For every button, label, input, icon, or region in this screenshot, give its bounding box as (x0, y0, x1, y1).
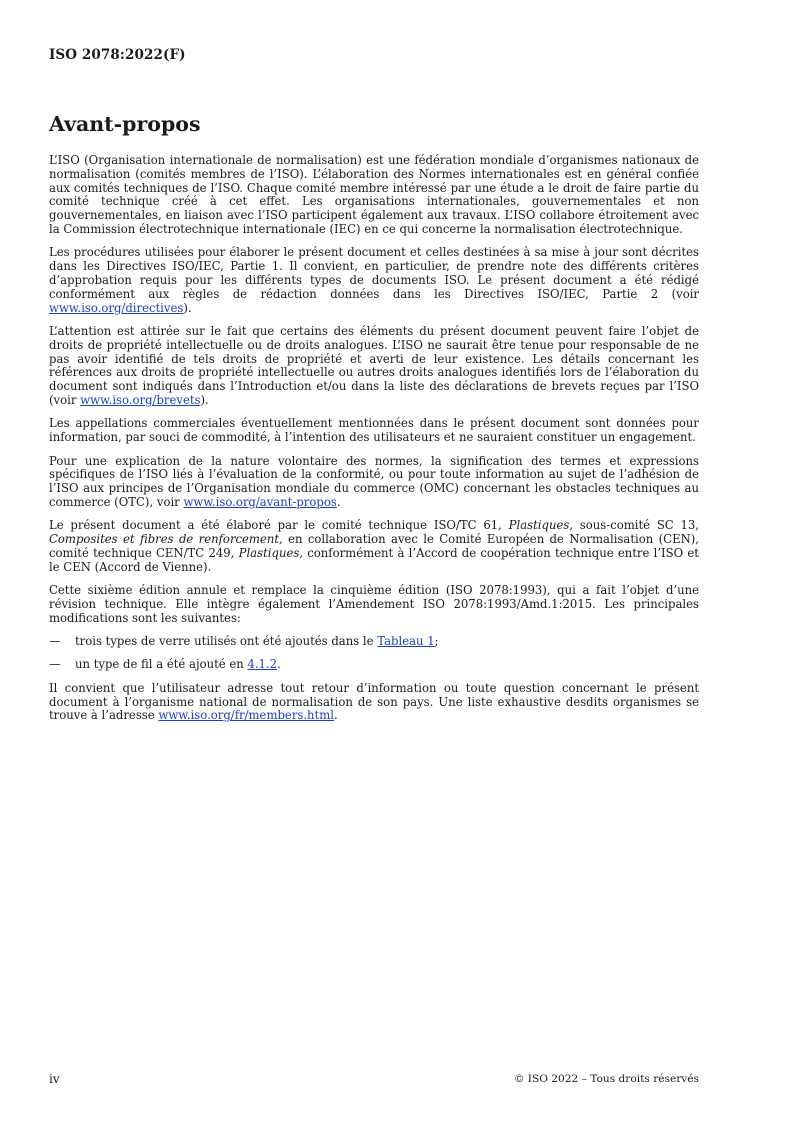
list-item: — un type de fil a été ajouté en 4.1.2. (49, 657, 281, 672)
paragraph-feedback: Il convient que l’utilisateur adresse tout retour d’information ou toute question concernant le présent document à l’organisme national de normalisation de son pays. Une liste exhaustive desdits organismes se trouve à l’adresse www.iso.org/fr/members.html. (49, 680, 699, 723)
directives-link[interactable]: www.iso.org/directives (49, 300, 184, 315)
members-link[interactable]: www.iso.org/fr/members.html (158, 708, 334, 723)
foreword-link[interactable]: www.iso.org/avant-propos (183, 494, 337, 509)
dash-marker: — (49, 657, 61, 672)
paragraph-trade-names: Les appellations commerciales éventuellement mentionnées dans le présent document sont données pour information, par souci de commodité, à l’intention des utilisateurs et ne sauraient constituer un engagement. (49, 416, 699, 445)
foreword-body (49, 154, 699, 723)
paragraph-committee: Le présent document a été élaboré par le comité technique ISO/TC 61, Plastiques, sous-comité SC 13, Composites et fibres de renforcement, en collaboration avec le Comité Européen de Normalisation (CEN), comité technique CEN/TC 249, Plastiques, conformément à l’Accord de coopération technique entre l’ISO et le CEN (Accord de Vienne). (49, 518, 700, 574)
paragraph-edition: Cette sixième édition annule et remplace la cinquième édition (ISO 2078:1993), qui a fait l’objet d’une révision technique. Elle intègre également l’Amendement ISO 2078:1993/Amd.1:2015. Les principales modifications sont les suivantes: (49, 583, 699, 625)
dash-marker: — (49, 634, 61, 649)
paragraph-procedures: Les procédures utilisées pour élaborer le présent document et celles destinées à sa mise à jour sont décrites dans les Directives ISO/IEC, Partie 1. Il convient, en particulier, de prendre note des différents critères d’approbation requis pour les différents types de documents ISO. Le présent document a été rédigé conformément aux règles de rédaction données dans les Directives ISO/IEC, Partie 2 (voir www.iso.org/directives). (49, 245, 699, 315)
paragraph-iso-intro: L’ISO (Organisation internationale de normalisation) est une fédération mondiale d’organismes nationaux de normalisation (comités membres de l’ISO). L’élaboration des Normes internationales est en général confiée aux comités techniques de l’ISO. Chaque comité membre intéressé par une étude a le droit de faire partie du comité technique créé à cet effet. Les organisations internationales, gouvernementales et non gouvernementales, en liaison avec l’ISO participent également aux travaux. L’ISO collabore étroitement avec la Commission électrotechnique internationale (IEC) en ce qui concerne la normalisation électrotechnique. (49, 153, 699, 236)
page-number: iv (49, 1072, 60, 1086)
patents-link[interactable]: www.iso.org/brevets (80, 392, 201, 407)
list-item: — trois types de verre utilisés ont été ajoutés dans le Tableau 1; (49, 634, 439, 649)
paragraph-patents: L’attention est attirée sur le fait que certains des éléments du présent document peuvent faire l’objet de droits de propriété intellectuelle ou de droits analogues. L’ISO ne saurait être tenue pour responsable de ne pas avoir identifié de tels droits de propriété et averti de leur existence. Les détails concernant les références aux droits de propriété intellectuelle ou autres droits analogues identifiés lors de l’élaboration du document sont indiqués dans l’Introduction et/ou dans la liste des déclarations de brevets reçues par l’ISO (voir www.iso.org/brevets). (49, 323, 699, 407)
clause-4-1-2-link[interactable]: 4.1.2 (247, 657, 278, 672)
table-1-link[interactable]: Tableau 1 (377, 634, 435, 649)
page-title: Avant-propos (49, 112, 201, 136)
paragraph-voluntary-nature: Pour une explication de la nature volontaire des normes, la signification des termes et expressions spécifiques de l’ISO liés à l’évaluation de la conformité, ou pour toute information au sujet de l’adhésion de l’ISO aux principes de l’Organisation mondiale du commerce (OMC) concernant les obstacles techniques au commerce (OTC), voir www.iso.org/avant-propos. (49, 453, 699, 509)
copyright-notice: © ISO 2022 – Tous droits réservés (513, 1073, 699, 1085)
document-id-header: ISO 2078:2022(F) (49, 47, 186, 63)
